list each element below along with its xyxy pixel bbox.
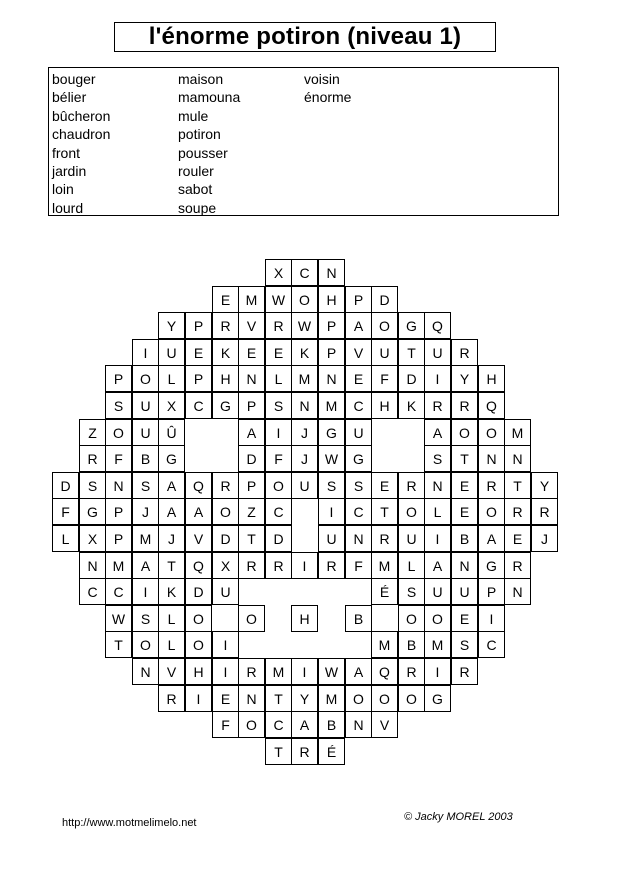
grid-cell: Q (371, 658, 398, 685)
grid-cell: T (105, 631, 132, 658)
grid-cell: D (52, 472, 79, 499)
grid-cell: S (105, 392, 132, 419)
grid-cell: A (424, 419, 451, 446)
word-item: bouger (52, 71, 96, 87)
grid-cell: J (531, 525, 558, 552)
grid-cell: M (318, 685, 345, 712)
grid-cell: E (212, 685, 239, 712)
grid-cell: L (398, 552, 425, 579)
grid-cell: E (504, 525, 531, 552)
grid-cell: N (132, 658, 159, 685)
grid-cell: O (398, 605, 425, 632)
grid-cell: B (451, 525, 478, 552)
grid-cell: G (424, 685, 451, 712)
grid-cell: O (291, 286, 318, 313)
word-item: soupe (178, 199, 217, 216)
grid-cell: S (398, 578, 425, 605)
grid-cell: B (398, 631, 425, 658)
grid-cell: P (318, 339, 345, 366)
footer-url: http://www.motmelimelo.net (62, 817, 197, 829)
grid-cell: S (424, 445, 451, 472)
grid-cell: C (478, 631, 505, 658)
grid-cell: O (105, 419, 132, 446)
grid-cell: F (105, 445, 132, 472)
grid-cell: O (371, 312, 398, 339)
grid-cell: W (105, 605, 132, 632)
word-item: bûcheron (52, 107, 111, 124)
grid-cell: O (345, 685, 372, 712)
grid-cell: P (185, 312, 212, 339)
grid-cell: U (345, 419, 372, 446)
grid-cell: L (424, 498, 451, 525)
grid-cell: Y (531, 472, 558, 499)
grid-cell: B (132, 445, 159, 472)
word-item: sabot (178, 181, 213, 198)
grid-cell: O (132, 365, 159, 392)
grid-cell: C (185, 392, 212, 419)
grid-cell: P (318, 312, 345, 339)
grid-cell: M (504, 419, 531, 446)
grid-cell: I (132, 339, 159, 366)
page-title: l'énorme potiron (niveau 1) (114, 22, 496, 52)
grid-cell: D (238, 445, 265, 472)
grid-cell: T (398, 339, 425, 366)
grid-cell: W (318, 658, 345, 685)
grid-cell: Û (158, 419, 185, 446)
grid-cell: U (158, 339, 185, 366)
grid-cell: E (212, 286, 239, 313)
footer-copyright: © Jacky MOREL 2003 (404, 811, 513, 823)
grid-cell: I (424, 365, 451, 392)
grid-cell: M (371, 631, 398, 658)
grid-cell: A (345, 658, 372, 685)
grid-cell: C (345, 498, 372, 525)
grid-cell: C (345, 392, 372, 419)
grid-cell: N (318, 259, 345, 286)
grid-cell: Z (79, 419, 106, 446)
grid-cell: G (398, 312, 425, 339)
grid-cell: X (212, 552, 239, 579)
grid-cell: U (318, 525, 345, 552)
grid-cell: N (79, 552, 106, 579)
grid-cell: U (132, 392, 159, 419)
grid-cell: H (478, 365, 505, 392)
grid-cell: C (265, 498, 292, 525)
grid-cell: F (345, 552, 372, 579)
grid-cell: U (132, 419, 159, 446)
grid-cell: Q (478, 392, 505, 419)
grid-cell: I (185, 685, 212, 712)
grid-cell: M (291, 365, 318, 392)
grid-cell: R (398, 472, 425, 499)
grid-cell: D (212, 525, 239, 552)
grid-cell: I (318, 498, 345, 525)
grid-cell: P (345, 286, 372, 313)
grid-cell: D (371, 286, 398, 313)
grid-cell: P (238, 472, 265, 499)
grid-cell: M (238, 286, 265, 313)
grid-cell: N (318, 365, 345, 392)
grid-cell: O (238, 711, 265, 738)
grid-cell: F (265, 445, 292, 472)
grid-cell: Y (158, 312, 185, 339)
grid-cell: A (238, 419, 265, 446)
word-item: front (52, 144, 81, 161)
grid-cell: O (185, 605, 212, 632)
word-item: pousser (178, 144, 228, 161)
word-item: bélier (52, 89, 87, 106)
grid-cell: E (451, 498, 478, 525)
grid-cell: S (79, 472, 106, 499)
grid-cell: I (212, 631, 239, 658)
grid-cell: U (291, 472, 318, 499)
grid-cell: M (424, 631, 451, 658)
grid-cell: N (424, 472, 451, 499)
grid-cell: N (478, 445, 505, 472)
grid-cell: M (265, 658, 292, 685)
grid-cell: G (478, 552, 505, 579)
grid-cell: N (345, 711, 372, 738)
grid-cell: O (265, 472, 292, 499)
grid-cell: E (451, 472, 478, 499)
grid-cell: N (105, 472, 132, 499)
grid-cell: G (318, 419, 345, 446)
grid-cell: J (158, 525, 185, 552)
grid-cell: A (291, 711, 318, 738)
grid-cell: N (345, 525, 372, 552)
grid-cell: O (478, 498, 505, 525)
grid-cell: E (185, 339, 212, 366)
grid-cell: R (424, 392, 451, 419)
grid-cell: H (291, 605, 318, 632)
grid-cell: I (132, 578, 159, 605)
grid-cell: P (478, 578, 505, 605)
grid-cell: R (265, 552, 292, 579)
grid-cell: N (504, 578, 531, 605)
grid-cell: O (371, 685, 398, 712)
grid-cell: P (105, 525, 132, 552)
grid-cell: L (265, 365, 292, 392)
grid-cell: K (158, 578, 185, 605)
grid-cell: H (212, 365, 239, 392)
grid-cell: O (212, 498, 239, 525)
grid-cell: P (105, 498, 132, 525)
grid-cell: N (504, 445, 531, 472)
grid-cell: A (158, 472, 185, 499)
grid-cell: Y (291, 685, 318, 712)
grid-cell: V (158, 658, 185, 685)
grid-cell: K (291, 339, 318, 366)
grid-cell: E (451, 605, 478, 632)
grid-cell: T (504, 472, 531, 499)
grid-cell: D (398, 365, 425, 392)
word-item: jardin (52, 163, 87, 180)
grid-cell: O (478, 419, 505, 446)
grid-cell: V (345, 339, 372, 366)
grid-cell: P (185, 365, 212, 392)
grid-cell: C (105, 578, 132, 605)
grid-cell: R (451, 339, 478, 366)
grid-cell: U (371, 339, 398, 366)
grid-cell: T (451, 445, 478, 472)
grid-cell: K (212, 339, 239, 366)
grid-cell: É (371, 578, 398, 605)
grid-cell: A (478, 525, 505, 552)
word-item: chaudron (52, 126, 111, 143)
grid-cell: C (79, 578, 106, 605)
grid-cell: O (451, 419, 478, 446)
grid-cell: J (291, 419, 318, 446)
grid-cell: M (105, 552, 132, 579)
grid-cell: R (478, 472, 505, 499)
grid-cell: E (265, 339, 292, 366)
grid-cell: T (158, 552, 185, 579)
grid-cell: O (185, 631, 212, 658)
grid-cell: O (132, 631, 159, 658)
grid-cell: X (158, 392, 185, 419)
grid-cell: R (212, 312, 239, 339)
grid-cell: C (265, 711, 292, 738)
grid-cell: U (398, 525, 425, 552)
grid-cell: P (105, 365, 132, 392)
word-item: énorme (304, 89, 352, 106)
grid-cell: V (238, 312, 265, 339)
grid-cell: F (212, 711, 239, 738)
grid-cell: R (291, 738, 318, 765)
grid-cell: I (291, 658, 318, 685)
grid-cell: T (265, 685, 292, 712)
grid-cell: J (291, 445, 318, 472)
grid-cell: U (424, 578, 451, 605)
grid-cell: S (318, 472, 345, 499)
grid-cell: L (158, 605, 185, 632)
grid-cell: R (238, 658, 265, 685)
grid-cell: P (238, 392, 265, 419)
grid-cell: U (424, 339, 451, 366)
grid-cell: W (291, 312, 318, 339)
grid-cell: X (265, 259, 292, 286)
grid-cell: H (318, 286, 345, 313)
grid-cell: K (398, 392, 425, 419)
grid-cell: G (345, 445, 372, 472)
grid-cell: B (345, 605, 372, 632)
grid-cell: U (451, 578, 478, 605)
grid-cell: R (504, 498, 531, 525)
word-item: mamouna (178, 89, 241, 106)
grid-cell: Q (185, 552, 212, 579)
grid-cell: O (398, 685, 425, 712)
grid-cell: T (238, 525, 265, 552)
grid-cell: F (371, 365, 398, 392)
grid-cell: R (451, 392, 478, 419)
grid-cell: B (318, 711, 345, 738)
grid-cell: Y (451, 365, 478, 392)
grid-cell: I (424, 525, 451, 552)
grid-cell: O (238, 605, 265, 632)
grid-cell: A (345, 312, 372, 339)
grid-cell: R (531, 498, 558, 525)
grid-cell: I (424, 658, 451, 685)
grid-cell: A (158, 498, 185, 525)
word-item: loin (52, 181, 74, 198)
grid-cell: Z (238, 498, 265, 525)
grid-cell: G (212, 392, 239, 419)
grid-cell: R (318, 552, 345, 579)
grid-cell: N (238, 685, 265, 712)
grid-cell: S (265, 392, 292, 419)
grid-cell: O (398, 498, 425, 525)
grid-cell: A (424, 552, 451, 579)
grid-cell: R (451, 658, 478, 685)
grid-cell: F (52, 498, 79, 525)
grid-cell: D (265, 525, 292, 552)
grid-cell: R (238, 552, 265, 579)
grid-cell: L (158, 365, 185, 392)
grid-cell: E (345, 365, 372, 392)
grid-cell: S (132, 605, 159, 632)
grid-cell: H (371, 392, 398, 419)
grid-cell: L (52, 525, 79, 552)
grid-cell: Q (424, 312, 451, 339)
word-item: maison (178, 71, 224, 87)
grid-cell: L (158, 631, 185, 658)
grid-cell: T (265, 738, 292, 765)
grid-cell: V (371, 711, 398, 738)
grid-cell: I (478, 605, 505, 632)
grid-cell: J (132, 498, 159, 525)
grid-cell: I (265, 419, 292, 446)
grid-cell: V (185, 525, 212, 552)
word-item: rouler (178, 163, 214, 180)
grid-cell: R (212, 472, 239, 499)
word-item: lourd (52, 199, 84, 216)
grid-cell: R (158, 685, 185, 712)
grid-cell: M (132, 525, 159, 552)
grid-cell: R (265, 312, 292, 339)
grid-cell: É (318, 738, 345, 765)
grid-cell: A (132, 552, 159, 579)
grid-cell: N (451, 552, 478, 579)
grid-cell: I (212, 658, 239, 685)
grid-cell: R (79, 445, 106, 472)
grid-cell: X (79, 525, 106, 552)
grid-cell: G (79, 498, 106, 525)
grid-cell: A (185, 498, 212, 525)
grid-cell: R (398, 658, 425, 685)
grid-cell: S (345, 472, 372, 499)
grid-cell: G (158, 445, 185, 472)
grid-cell: I (291, 552, 318, 579)
word-item: mule (178, 107, 209, 124)
grid-cell: S (132, 472, 159, 499)
grid-cell: M (318, 392, 345, 419)
grid-cell: W (265, 286, 292, 313)
grid-cell: H (185, 658, 212, 685)
grid-cell: N (291, 392, 318, 419)
grid-cell: W (318, 445, 345, 472)
grid-cell: E (238, 339, 265, 366)
grid-cell: M (371, 552, 398, 579)
grid-cell: U (212, 578, 239, 605)
grid-cell: S (451, 631, 478, 658)
grid-cell: R (504, 552, 531, 579)
word-item: potiron (178, 126, 221, 143)
grid-cell: Q (185, 472, 212, 499)
grid-cell: R (371, 525, 398, 552)
grid-cell: O (424, 605, 451, 632)
grid-cell: E (371, 472, 398, 499)
grid-cell: C (291, 259, 318, 286)
grid-cell: D (185, 578, 212, 605)
grid-cell: N (238, 365, 265, 392)
word-item: voisin (304, 71, 340, 87)
grid-cell: T (371, 498, 398, 525)
